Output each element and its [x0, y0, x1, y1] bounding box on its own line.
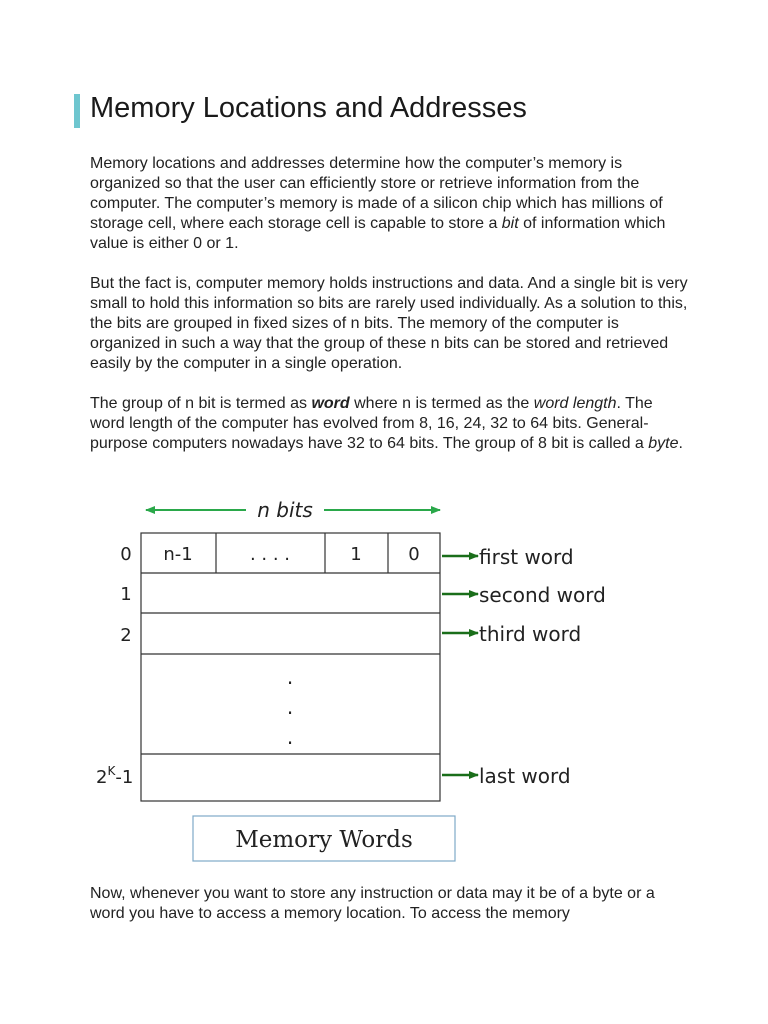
address-last-suffix: -1	[115, 767, 134, 788]
word-def-text-c: where n is termed as the	[349, 395, 534, 412]
word-def-text-e: . The word length of the computer has evolved from 8, 16, 24, 32 to 64 bits. General-purpose computers nowadays have 32 to 64 bits. The group of 8 bit is called a	[90, 395, 653, 452]
address-2: 2	[120, 625, 132, 646]
word-def-text-a: The group of n bit is termed as	[90, 395, 312, 412]
word-term: word	[311, 395, 350, 412]
word-length-term: word length	[533, 395, 617, 412]
bit-term: bit	[501, 215, 519, 232]
bit-label-1: 1	[350, 544, 362, 565]
paragraph-intro-text-c: of information which value is either 0 or 1.	[90, 215, 666, 252]
address-last	[96, 764, 133, 788]
bit-label-ellipsis: . . . .	[249, 544, 291, 565]
paragraph-memory-access: Now, whenever you want to store any instruction or data may it be of a byte or a word you have to access a memory location. To access the memory	[90, 885, 655, 922]
word-def-text-g: .	[678, 435, 683, 452]
address-last-exponent: K	[107, 764, 116, 778]
bit-label-n-minus-1: n-1	[163, 544, 193, 565]
address-last-base: 2	[96, 767, 108, 788]
paragraph-bits-grouping: But the fact is, computer memory holds instructions and data. And a single bit is very small to hold this information so bits are rarely used individually. As a solution to this, the bits are grouped in fixed sizes of n bits. The memory of the computer is organized in such a way that the group of these n bits can be stored and retrieved easily by the computer in a single operation.	[90, 275, 688, 372]
word-label-third: third word	[479, 622, 582, 646]
word-label-last: last word	[479, 764, 571, 788]
n-bits-label: n bits	[257, 498, 313, 522]
word-label-first: first word	[479, 545, 574, 569]
paragraph-intro-text-a: Memory locations and addresses determine how the computer’s memory is organized so that the user can efficiently store or retrieve information from the computer. The computer’s memory is made of a silicon chip which has millions of storage cell, where each storage cell is capable to store a	[90, 155, 663, 232]
page-title: Memory Locations and Addresses	[90, 92, 527, 124]
address-0: 0	[120, 544, 132, 565]
bit-label-0: 0	[408, 544, 420, 565]
word-label-second: second word	[479, 583, 606, 607]
address-1: 1	[120, 584, 132, 605]
diagram-caption: Memory Words	[235, 827, 413, 853]
vertical-ellipsis-dot: .	[286, 665, 294, 689]
vertical-ellipsis-dot: .	[286, 725, 294, 749]
vertical-ellipsis-dot: .	[286, 695, 294, 719]
byte-term: byte	[648, 435, 679, 452]
